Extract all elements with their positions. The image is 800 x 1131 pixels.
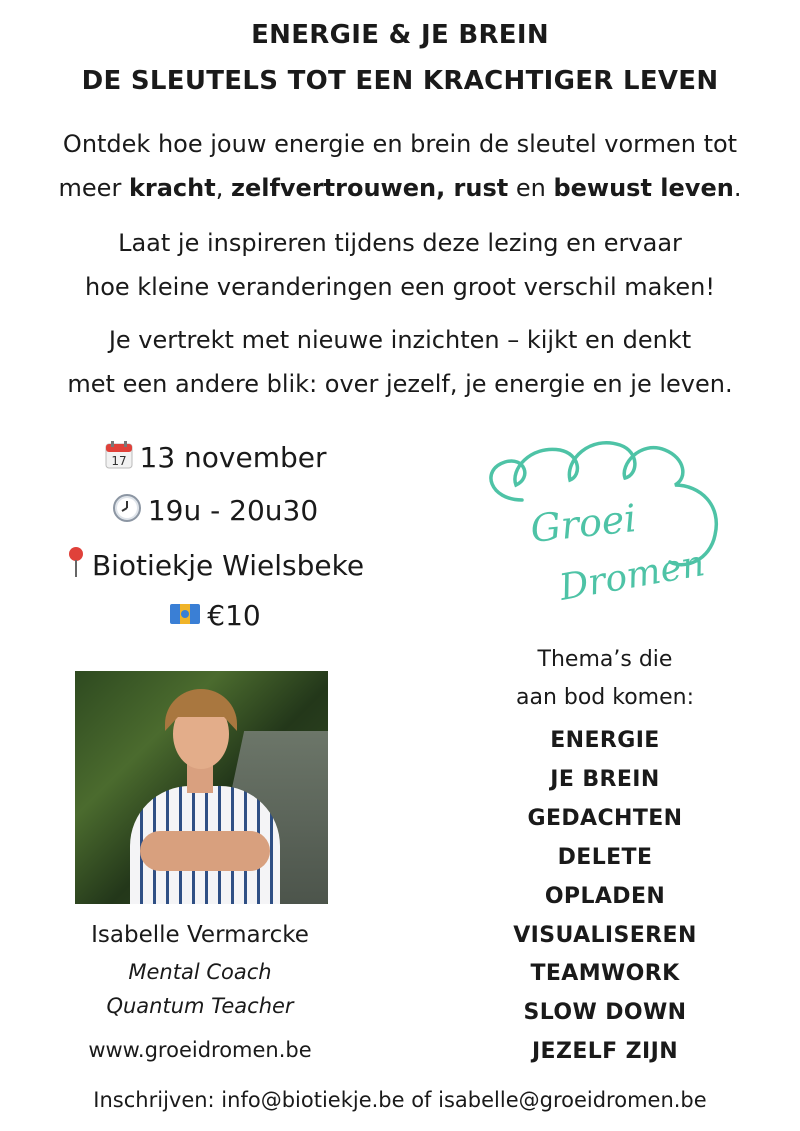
coach-role-1: Mental Coach <box>128 960 272 984</box>
theme-item: TEAMWORK <box>530 961 680 987</box>
intro-p2-line2: hoe kleine veranderingen een groot verschil maken! <box>84 273 716 301</box>
title-line-1: ENERGIE & JE BREIN <box>251 20 549 50</box>
event-time <box>30 493 400 531</box>
title-line-2: DE SLEUTELS TOT EEN KRACHTIGER LEVEN <box>81 66 719 96</box>
event-date-text: 13 november <box>139 441 327 474</box>
intro-paragraph-3 <box>0 318 800 406</box>
event-price <box>30 599 400 636</box>
intro-p1-line1: Ontdek hoe jouw energie en brein de sleutel vormen tot <box>62 130 738 158</box>
intro-p2-line1: Laat je inspireren tijdens deze lezing en ervaar <box>118 229 682 257</box>
coach-website-link[interactable]: www.groeidromen.be <box>88 1038 312 1062</box>
keyword-zelfvertrouwen-rust: zelfvertrouwen, rust <box>230 174 509 202</box>
coach-photo <box>75 671 328 904</box>
theme-item: OPLADEN <box>544 883 666 909</box>
theme-item: DELETE <box>557 844 653 870</box>
theme-item: JE BREIN <box>550 766 660 792</box>
themes-heading-line1: Thema’s die <box>537 647 673 672</box>
event-time-text: 19u - 20u30 <box>147 494 319 527</box>
event-date <box>30 440 400 478</box>
calendar-icon <box>104 440 134 478</box>
theme-item: GEDACHTEN <box>527 805 683 831</box>
intro-paragraph-2 <box>0 221 800 309</box>
groeidromen-logo <box>470 430 730 620</box>
intro-paragraph-1 <box>0 122 800 210</box>
theme-item: ENERGIE <box>550 728 660 753</box>
logo-text-groei: Groei <box>528 496 639 551</box>
map-pin-icon <box>66 546 86 586</box>
coach-name: Isabelle Vermarcke <box>91 922 309 948</box>
event-place-text: Biotiekje Wielsbeke <box>91 549 365 582</box>
themes-heading-line2: aan bod komen: <box>515 685 695 710</box>
event-price-text: €10 <box>207 599 261 632</box>
keyword-kracht: kracht <box>128 174 216 202</box>
intro-p1-line2: meer kracht, zelfvertrouwen, rust en bewust leven. <box>58 174 742 202</box>
theme-item: JEZELF ZIJN <box>531 1039 679 1065</box>
logo-text-dromen: Dromen <box>556 543 708 609</box>
intro-p3-line2: met een andere blik: over jezelf, je energie en je leven. <box>67 370 733 398</box>
money-icon <box>169 600 201 636</box>
keyword-bewust-leven: bewust leven <box>553 174 734 202</box>
themes-list <box>485 722 725 1072</box>
event-place <box>30 546 400 586</box>
theme-item: VISUALISEREN <box>513 922 697 948</box>
intro-p3-line1: Je vertrekt met nieuwe inzichten – kijkt en denkt <box>108 326 692 354</box>
svg-text:17: 17 <box>110 454 127 468</box>
registration-footer: Inschrijven: info@biotiekje.be of isabelle@groeidromen.be <box>93 1088 707 1112</box>
theme-item: SLOW DOWN <box>523 1000 687 1026</box>
clock-icon <box>112 493 142 531</box>
coach-role-2: Quantum Teacher <box>106 994 294 1018</box>
